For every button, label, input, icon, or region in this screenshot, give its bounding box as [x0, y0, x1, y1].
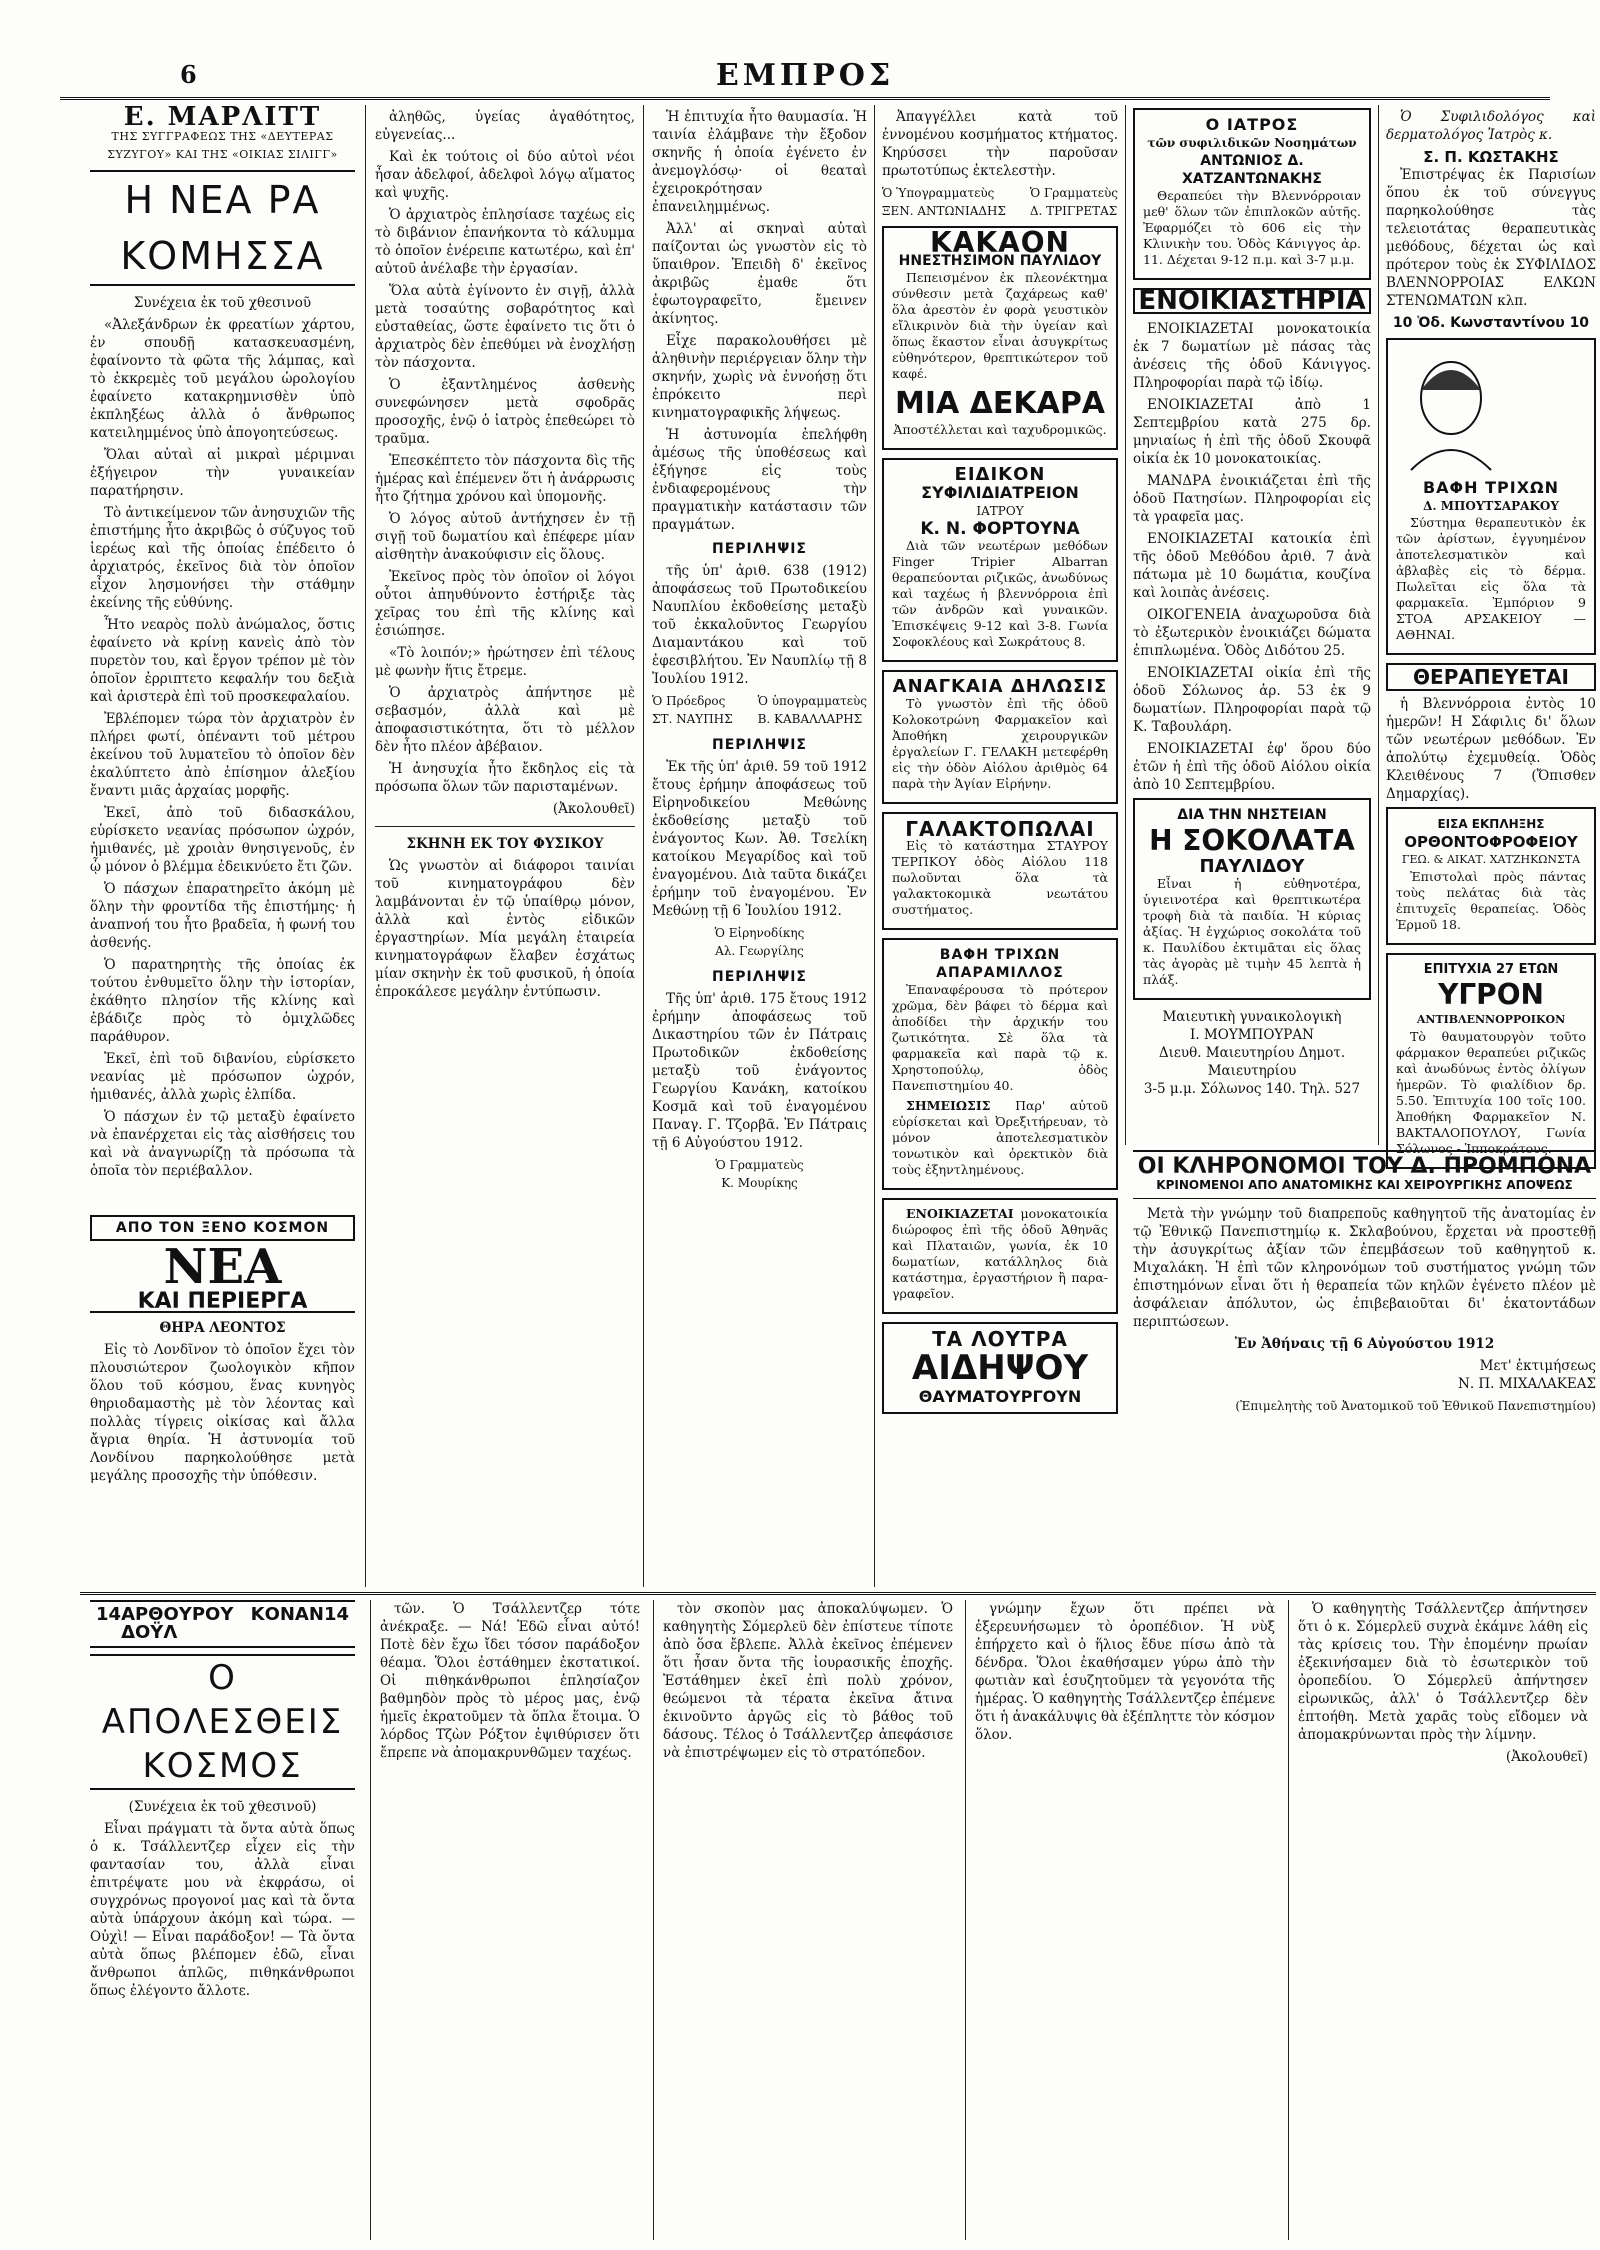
serial-continuation: (Συνέχεια ἐκ τοῦ χθεσινοῦ) [128, 1799, 317, 1815]
separator [375, 826, 635, 827]
chocolate-ad [1133, 798, 1371, 1000]
news-paragraph: Εἶχε παρακολουθήσει μὲ ἀληθινὴν περιέργειαν ὅλην τὴν σκηνήν, χωρὶς νὰ ἐννοήσῃ ὅτι ἐπρόκειτο περὶ κινηματογραφικῆς λήψεως. [652, 333, 868, 421]
notice-signature: Ὁ ὑπογραμματεὺς Β. ΚΑΒΑΛΛΑΡΗΣ [757, 694, 867, 726]
clinic-ad-subtitle: ΣΥΦΙΛΙΔΙΑΤΡΕΙΟΝ [921, 483, 1079, 502]
novel-paragraph: Ἐπεσκέπτετο τὸν πάσχοντα δὶς τῆς ἡμέρας καὶ ἐπέμενεν ὅτι ἡ ἀνάρρωσις ἦτο ζήτημα χρόνου καὶ ὑπομονῆς. [375, 453, 635, 505]
chocolate-ad-name: ΠΑΥΛΙΔΟΥ [1199, 856, 1305, 877]
clinic-ad-head: ΕΙΔΙΚΟΝ [954, 464, 1046, 485]
novel-column [90, 102, 355, 1208]
column-divider [1378, 105, 1379, 1145]
ads-column-1 [882, 108, 1118, 1588]
serial-paragraph: Εἶναι πράγματι τὰ ὄντα αὐτὰ ὅπως ὁ κ. Τσάλλεντζερ εἶχεν εἰς τὴν φαντασίαν του, ἀλλὰ εἶναι ἐπιτρέψατε μου νὰ ἐκφράσω, οἱ συγχρόνως προγονοί μας καὶ τὰ ὄντα αὐτὰ ὑπάρχουν ἀκόμη καὶ τώρα. — Οὐχὶ! — Εἶναι παράδοξον! — Τὰ ὄντα αὐτὰ ὅπως βλέπομεν ἐδῶ, εἶναι ἄνθρωποι ἀπλῶς, πιθηκάνθρωποι ὅπως ἐλέγοντο ἄλλοτε. [90, 1821, 355, 1999]
novel-paragraph: «Τὸ λοιπόν;» ἠρώτησεν ἐπὶ τέλους μὲ φωνὴν ἥτις ἔτρεμε. [375, 645, 635, 679]
serial-header [90, 1600, 355, 2004]
novel-paragraph: Ὅλαι αὐταὶ αἱ μικραὶ μέριμναι ἐξήγειρον τὴν γυναικείαν παρατήρησιν. [90, 447, 355, 499]
cure-ad-title: ΘΕΡΑΠΕΥΕΤΑΙ [1386, 663, 1596, 691]
ads-column-3 [1386, 108, 1596, 1156]
notice-text: Ἐκ τῆς ὑπ' ἀριθ. 59 τοῦ 1912 ἔτους ἐρήμην ἀποφάσεως τοῦ Εἰρηνοδικείου Μεθώνης ἐκδοθείσης μεταξὺ τοῦ ἐνάγοντος Κων. Ἀθ. Τσελίκη κατοίκου Μεγαρίδος καὶ τοῦ ἐναγομένου. Διὰ ταῦτα δικάζει ἐρήμην τοῦ ἐναγομένου. Ἐν Μεθώνῃ τῇ 6 Ἰουλίου 1912. [652, 759, 867, 919]
novel-column-continued [375, 108, 635, 1588]
dairy-ad-title: ΓΑΛΑΚΤΟΠΩΛΑΙ [905, 817, 1095, 841]
hair-dye-ad-title: ΒΑΦΗ ΤΡΙΧΩΝ ΑΠΑΡΑΜΙΛΛΟΣ [936, 947, 1064, 981]
cocoa-ad-price: ΜΙΑ ΔΕΚΑΡΑ [894, 386, 1106, 421]
cocoa-ad-text: Πεπεισμένον ἐκ πλεονέκτημα σύνθεσιν μετὰ ζαχάρεως καθ' ὅλα ἀρεστὸν ἐν φορὰ γευστικὸν εἴλικρινὸν διὰ τὴν ὑγείαν καὶ ὅπως ἕκαστον εἶναι ἀσυγκρίτως εὐθηνότερον, θρεπτικώτερον τοῦ καφέ. [892, 270, 1108, 381]
cocoa-ad-shipping: Ἀποστέλλεται καὶ ταχυδρομικῶς. [893, 422, 1107, 437]
notice-signature: Ὁ Γραμματεὺς Δ. ΤΡΙΓΡΕΤΑΣ [1029, 186, 1118, 218]
foreign-news-column [90, 1215, 355, 1585]
column-divider [1125, 105, 1126, 1145]
wide-notice-signer-role: (Ἐπιμελητὴς τοῦ Ἀνατομικοῦ τοῦ Ἐθνικοῦ Πανεπιστημίου) [1235, 1399, 1596, 1413]
novel-paragraph: Ὁ πάσχων ἐπαρατηρεῖτο ἀκόμη μὲ ὅλην τὴν φροντίδα τῆς ἐπιστήμης· ἡ ἀναπνοή του ἦτο βραδεῖα, ἡ φωνή του ἀσθενής. [90, 881, 355, 951]
wide-notice-title: ΟΙ ΚΛΗΡΟΝΟΜΟΙ ΤΟΥ Δ. ΠΡΟΜΠΟΝΑ [1137, 1154, 1592, 1179]
column-divider [370, 1600, 371, 2240]
serial-number: 14 [323, 1604, 349, 1625]
cocoa-ad [882, 226, 1118, 450]
specialist-address: 10 Ὁδ. Κωνσταντίνου 10 [1392, 315, 1590, 331]
serial-column [663, 1600, 953, 1766]
news-paragraph: Ἡ ἐπιτυχία ἦτο θαυμασία. Ἡ ταινία ἐλάμβανε τὴν ἔξοδον σκηνῆς ἡ ὁποία ἐγένετο ἐν ἀνεμογλόσῳ· οἱ θεαταὶ ἐχειροκρότησαν ἐπανειλημμένως. [652, 109, 867, 215]
rental-listing: ΟΙΚΟΓΕΝΕΙΑ ἀναχωροῦσα διὰ τὸ ἐξωτερικὸν ἐνοικιάζει δώματα ἐπιπλωμένα. Ὁδὸς Διδότου 25. [1133, 607, 1371, 659]
doctor-ad [1133, 108, 1371, 280]
novel-paragraph: Ὁ ἀρχιατρὸς ἀπήντησε μὲ σεβασμόν, ἀλλὰ καὶ μὲ ἀποφασιστικότητα, ὅτι τὸ μέλλον δὲν ἦτο πλέον ἀβέβαιον. [375, 685, 635, 755]
dental-ad-title: ΟΡΘΟΝΤΟΦΡΟΦΕΙΟΥ [1404, 833, 1578, 851]
dairy-ad [882, 812, 1118, 930]
baths-ad-name: ΑΙΔΗΨΟΥ [911, 1348, 1089, 1388]
serial-column [1298, 1600, 1588, 1770]
column-divider [365, 105, 366, 1587]
cocoa-ad-subtitle: ΗΝΕΣΤΗΣΙΜΟΝ ΠΑΥΛΙΔΟΥ [898, 253, 1102, 269]
liquid-remedy-ad-title: ΥΓΡΟΝ [1438, 978, 1544, 1011]
novel-paragraph: Τὸ ἀντικείμενον τῶν ἀνησυχιῶν τῆς ἐπιστήμης ἦτο ἀκριβῶς ὁ σύζυγος τοῦ ἱερέως καὶ τῆς ὁποίας ἐπέδειτο ὁ ἀρχιατρός, ἐκεῖνος διὰ τὸν ὁποῖον εἶχον λησμονήσει τὴν στάθμην ἐκείνης τῆς εὐθύνης. [90, 505, 355, 611]
notice-signatures [652, 692, 867, 728]
foreign-news-text: Εἰς τὸ Λονδῖνον τὸ ὁποῖον ἔχει τὸν πλουσιώτερον ζωολογικὸν κῆπον ὅλου τοῦ κόσμου, ἕνας κυνηγὸς θηριοδαμαστὴς μὲ τὸν λέοντας καὶ πολλὰς τίγρεις οἰκίσας καὶ ἄλλα ἄγρια θηρία. Ἡ ἀστυνομία τοῦ Λονδίνου παρηκολούθησε μετὰ μεγάλης προσοχῆς τὴν ὑπόθεσιν. [90, 1342, 355, 1484]
novel-paragraph: Καὶ ἐκ τούτοις οἱ δύο αὐτοὶ νέοι ἦσαν ἀδελφοί, ἀδελφοὶ λόγῳ αἵματος καὶ ψυχῆς. [375, 149, 635, 201]
chocolate-ad-head: ΔΙΑ ΤΗΝ ΝΗΣΤΕΙΑΝ [1177, 807, 1327, 823]
pharmacy-ad-title: ΑΝΑΓΚΑΙΑ ΔΗΛΩΣΙΣ [892, 676, 1108, 697]
chocolate-ad-title: Η ΣΟΚΟΛΑΤΑ [1149, 824, 1355, 857]
novel-paragraph: Ὁ παρατηρητὴς τῆς ὁποίας ἐκ τούτου ἐνθυμεῖτο ὅλην τὴν ἱστορίαν, ἐκάθητο πλησίον τῆς κλίνης καὶ ἐβάδιζε πρὸς τὸ ὁμιχλῶδες παράθυρον. [90, 957, 355, 1045]
notice-signature: Ὁ Πρόεδρος ΣΤ. ΝΑΥΠΗΣ [652, 694, 733, 726]
column-divider [874, 105, 875, 1587]
pharmacy-ad-text: Τὸ γνωστὸν ἐπὶ τῆς ὁδοῦ Κολοκοτρώνη Φαρμακεῖον καὶ Ἀποθήκη χειρουργικῶν ἐργαλείων Γ. ΓΕΛΑΚΗ μετεφέρθη εἰς τὴν ὁδὸν Αἰόλου ἀριθμὸς 64 παρὰ τὴν Ἁγίαν Εἰρήνην. [892, 696, 1108, 791]
dairy-ad-text: Εἰς τὸ κατάστημα ΣΤΑΥΡΟΥ ΤΕΡΠΚΟΥ ὁδὸς Αἰόλου 118 πωλοῦνται ὅλα τὰ γαλακτοκομικὰ νεωτάτου συστήματος. [892, 838, 1108, 917]
pharmacy-ad [882, 670, 1118, 804]
dental-ad-text: Ἐπιστολαὶ πρὸς πάντας τοὺς πελάτας διὰ τὰς ἐπιτυχεῖς θεραπείας. Ὁδὸς Ἑρμοῦ 18. [1396, 869, 1586, 932]
novel-paragraph: Ὅλα αὐτὰ ἐγίνοντο ἐν σιγῇ, ἀλλὰ μετὰ τοσαύτης σοβαρότητος καὶ εὐσταθείας, ὥστε ἐφαίνετο τις ὅτι ὁ ἀρχιατρὸς δὲν ἐπεθύμει νὰ ἐνοχλήσῃ τὸν πάσχοντα. [375, 283, 635, 371]
notice-heading: ΠΕΡΙΛΗΨΙΣ [712, 541, 807, 557]
novel-paragraph: ἀληθῶς, ὑγείας ἀγαθότητος, εὐγενείας... [375, 109, 635, 143]
serial-paragraph: τὸν σκοπὸν μας ἀποκαλύψωμεν. Ὁ καθηγητὴς Σόμερλεϋ δὲν ἐπίστευε τίποτε ἀπὸ ὅσα ἔβλεπε. Ἀλλὰ ἐκεῖνος ἐπέμενεν ὅτι ἦσαν ὄντα τῆς ἰουρασικῆς ἐποχῆς. Ἐστάθημεν ἐκεῖ ἐπὶ πολὺ χρόνον, θεώμενοι τὰ τέρατα ἐκεῖνα ἄτινα ἐκινοῦντο ἀργῶς εἰς τὸ βάθος τοῦ δάσους. Τέλος ὁ Τσάλλεντζερ ἀπεφάσισε νὰ ἐπιστρέψωμεν εἰς τὸ στρατόπεδον. [663, 1601, 953, 1761]
hair-dye-ad-2-text: Σύστημα θεραπευτικὸν ἐκ τῶν ἀρίστων, ἐγγυημένον ἀποτελεσματικὸν καὶ ἀβλαβὲς εἰς τὸ δέρμα. Πωλεῖται εἰς ὅλα τὰ φαρμακεῖα. Ἐμπόριον 9 ΣΤΟΑ ΑΡΣΑΚΕΙΟΥ — ΑΘΗΝΑΙ. [1396, 515, 1586, 642]
doctor-ad-text: Θεραπεύει τὴν Βλεννόρροιαν μεθ' ὅλων τῶν ἐπιπλοκῶν αὐτῆς. Ἐφαρμόζει τὸ 606 εἰς τὴν Κλινικὴν του. Ὁδὸς Κάνιγγος ἀρ. 11. Δέχεται 9-12 π.μ. καὶ 3-7 μ.μ. [1143, 188, 1361, 267]
notice-text: Τῆς ὑπ' ἀριθ. 175 ἔτους 1912 ἐρήμην ἀποφάσεως τοῦ Δικαστηρίου τῶν ἐν Πάτραις Πρωτοδικῶν ἐκδοθείσης μεταξὺ τοῦ ἐνάγοντος Γεωργίου Κανάκη, κατοίκου Κοσμᾶ καὶ τοῦ ἐναγομένου Παναγ. Γ. Τζορβᾶ. Ἐν Πάτραις τῇ 6 Αὐγούστου 1912. [652, 991, 867, 1151]
serial-continues: (Ἀκολουθεῖ) [1505, 1749, 1588, 1765]
novel-paragraph: Ὁ λόγος αὐτοῦ ἀντήχησεν ἐν τῇ σιγῇ τοῦ δωματίου καὶ ἐπέφερε μίαν αἰσθητὴν ἀνακούφισιν εἰς ὅλους. [375, 511, 635, 563]
novel-author-subtitle: ΤΗΣ ΣΥΓΓΡΑΦΕΩΣ ΤΗΣ «ΔΕΥΤΕΡΑΣ ΣΥΖΥΓΟΥ» ΚΑΙ ΤΗΣ «ΟΙΚΙΑΣ ΣΙΛΙΓΓ» [107, 130, 338, 161]
wide-notice-text: Μετὰ τὴν γνώμην τοῦ διαπρεποῦς καθηγητοῦ τῆς ἀνατομίας ἐν τῷ Ἐθνικῷ Πανεπιστημίῳ κ. Σκλαβούνου, ἔρχεται νὰ προστεθῇ τὴν ἀσυγκρίτως ἀξίαν τῶν ἐπεμβάσεων τοῦ καθηγητοῦ κ. Μιχαλάκη. Ἡ ἐπὶ τῶν κληρονόμων τοῦ συστήματος γνώμη τῶν ἐπιστημόνων εἶναι ὅτι ἡ θεραπεία τῶν κηλῶν ἐγένετο πλέον μὲ ἀσφάλειαν ἀπόλυτον, ὡς ἐπιβεβαιοῦται δι' ἑκατοντάδων περιπτώσεων. [1133, 1206, 1596, 1330]
hair-dye-ad-text: Ἐπαναφέρουσα τὸ πρότερον χρῶμα, δὲν βάφει τὸ δέρμα καὶ ἀποδίδει τὴν ἀρχικήν του ζωτικότητα. Σὲ ὅλα τὰ φαρμακεῖα καὶ παρὰ τῷ κ. Χρηστοπούλῳ, ὁδὸς Πανεπιστημίου 40. [892, 982, 1108, 1093]
clinic-ad-role: ΙΑΤΡΟΥ [976, 504, 1024, 518]
hair-dye-ad-2-title: ΒΑΦΗ ΤΡΙΧΩΝ [1422, 478, 1560, 497]
dental-ad [1386, 807, 1596, 945]
novel-paragraph: Ἦτο νεαρὸς πολὺ ἀνώμαλος, ὅστις ἐφαίνετο νὰ κρίνῃ κανεὶς ἀπὸ τὸν πυρετὸν του, καὶ ἔργον τρέπον μὲ τὸν ὁποῖον ἐρριπτετο κεφαλήν του δεξιὰ καὶ ἀριστερὰ ἐπὶ τοῦ προσκεφαλαίου. [90, 617, 355, 705]
novel-continues: (Ἀκολουθεῖ) [552, 801, 635, 817]
rental-listing: ΕΝΟΙΚΙΑΖΕΤΑΙ μονοκατοικία ἐκ 7 δωματίων μὲ πάσας τὰς ἀνέσεις τῆς ὁδοῦ Κάνιγγος. Πληροφορίαι παρὰ τῷ ἰδίῳ. [1133, 321, 1371, 391]
paper-name: ΕΜΠΡΟΣ [715, 58, 895, 93]
notice-signature: Ὁ Ὑπογραμματεὺς ΞΕΝ. ΑΝΤΩΝΙΑΔΗΣ [882, 186, 1006, 218]
rental-listing: ΕΝΟΙΚΙΑΖΕΤΑΙ οἰκία ἐπὶ τῆς ὁδοῦ Σόλωνος ἀρ. 53 ἐκ 9 δωματίων. Πληροφορίαι παρὰ τῷ Κ. Ταβουλάρη. [1133, 665, 1371, 735]
wide-notice-subtitle: ΚΡΙΝΟΜΕΝΟΙ ΑΠΟ ΑΝΑΤΟΜΙΚΗΣ ΚΑΙ ΧΕΙΡΟΥΡΓΙΚΗΣ ΑΠΟΨΕΩΣ [1133, 1176, 1596, 1199]
rentals-section-title: ΕΝΟΙΚΙΑΣΤΗΡΙΑ [1133, 288, 1371, 314]
novel-paragraph: Ἐβλέπομεν τώρα τὸν ἀρχιατρὸν ἐν πλήρει φωτί, ὀπέναντι τοῦ μέτρου ἐκείνου τοῦ λυματεῖου τὸ ὁποῖον δὲν ἐκαλύπτετο ἀπὸ ἐπίσημον ἀλεξίου ἔναντι μιᾶς ἀρχαίας μορφῆς. [90, 711, 355, 799]
wide-notice-signer: Μετ' ἐκτιμήσεως Ν. Π. ΜΙΧΑΛΑΚΕΑΣ [1458, 1358, 1596, 1392]
clinic-ad [882, 458, 1118, 662]
notice-heading: ΠΕΡΙΛΗΨΙΣ [712, 969, 807, 985]
column-divider [653, 1600, 654, 2240]
novel-paragraph: Ἐκεῖνος πρὸς τὸν ὁποῖον οἱ λόγοι οὗτοι ἀπηυθύνοντο ἐστήριξε τὰς χεῖρας του ἐπὶ τῆς κλίνης καὶ ἐσιώπησε. [375, 569, 635, 639]
foreign-news-subtitle: ΚΑΙ ΠΕΡΙΕΡΓΑ [90, 1293, 355, 1313]
notice-signature: Ὁ Γραμματεὺς Κ. Μουρίκης [715, 1158, 804, 1190]
serial-section [90, 1600, 1590, 2240]
serial-title: Ο ΑΠΟΛΕΣΘΕΙΣ ΚΟΣΜΟΣ [90, 1654, 355, 1790]
cocoa-ad-title: ΚΑΚΑΟΝ [930, 226, 1070, 259]
doctor-ad-head: Ο ΙΑΤΡΟΣ [1205, 115, 1299, 134]
rental-ad [882, 1198, 1118, 1314]
rental-listing: ΕΝΟΙΚΙΑΖΕΤΑΙ ἐφ' ὅρου δύο ἐτῶν ἡ ἐπὶ τῆς ὁδοῦ Αἰόλου οἰκία ἀπὸ 10 Σεπτεμβρίου. [1133, 741, 1371, 793]
lower-section-rule [80, 1592, 1596, 1595]
novel-paragraph: Ἡ ἀνησυχία ἦτο ἔκδηλος εἰς τὰ πρόσωπα ὅλων τῶν παρισταμένων. [375, 761, 635, 795]
column-divider [965, 1600, 966, 2240]
serial-paragraph: τῶν. Ὁ Τσάλλεντζερ τότε ἀνέκραξε. — Νά! Ἐδῶ εἶναι αὐτό! Ποτὲ δὲν ἔχω ἴδει τόσον παράδοξον θέαμα. Ὅλοι ἐστάθημεν ἐκστατικοί. Οἱ πιθηκάνθρωποι ἐπλησίαζον βαθμηδὸν πρὸς τὸ μέρος μας, ἐνῷ ἡμεῖς ἐκρατοῦμεν τὰ ὅπλα ἕτοιμα. Ὁ λόρδος Τζὼν Ρόξτον ἐψιθύρισεν ὅτι ἔπρεπε νὰ ἀπομακρυνθῶμεν ταχέως. [380, 1601, 640, 1761]
rental-ad-head: ΕΝΟΙΚΙΑΖΕΤΑΙ [906, 1206, 1014, 1221]
liquid-remedy-ad-text: Τὸ θαυματουργὸν τοῦτο φάρμακον θεραπεύει ριζικῶς καὶ ἀνωδύνως ἐντὸς ὀλίγων ἡμερῶν. Τὸ φιαλίδιον δρ. 5.50. Ἐπιτυχία 100 τοῖς 100. Ἀποθήκη Φαρμακεῖον Ν. ΒΑΚΤΑΛΟΠΟΥΛΟΥ, Γωνία Σόλωνος - Ἱπποκράτους. [1396, 1029, 1586, 1156]
serial-number: 14 [96, 1604, 122, 1625]
hair-dye-ad-2-name: Δ. ΜΠΟΥΤΣΑΡΑΚΟΥ [1423, 499, 1559, 513]
masthead [60, 50, 1550, 100]
notice-heading: ΠΕΡΙΛΗΨΙΣ [712, 737, 807, 753]
baths-ad-subtitle: ΘΑΥΜΑΤΟΥΡΓΟΥΝ [918, 1387, 1082, 1406]
doctor-ad-name: ΑΝΤΩΝΙΟΣ Δ. ΧΑΤΖΑΝΤΩΝΑΚΗΣ [1181, 153, 1322, 187]
dental-ad-subtitle: ΓΕΩ. & ΑΙΚΑΤ. ΧΑΤΖΗΚΩΝΣΤΑ [1401, 853, 1581, 866]
serial-column [380, 1600, 640, 1766]
notices-column [652, 108, 867, 1588]
foreign-news-lead: ΘΗΡΑ ΛΕΟΝΤΟΣ [159, 1320, 286, 1336]
novel-paragraph: Ἐκεῖ, ἀπὸ τοῦ διδασκάλου, εὑρίσκετο νεανίας πρόσωπον ὠχρόν, ἡμιθανές, μὲ χροιὰν θνησιγενοῦς, ἐν ᾧ μόνον ὁ βλέμμα ἐδεικνύετο ἔτι ζῶν. [90, 805, 355, 875]
specialist-intro: Ὁ Συφιλιδολόγος καὶ δερματολόγος Ἰατρὸς κ. [1386, 109, 1596, 143]
hair-dye-ad-note-text: Παρ' αὐτοῦ εὑρίσκεται καὶ Ὀρεξιτήρευαν, τὸ μόνον ἀποτελεσματικὸν τονωτικὸν καὶ ὀρεκτικὸν διὰ τοὺς ἐξηντλημένους. [892, 1098, 1108, 1177]
novel-paragraph: Ἐκεῖ, ἐπὶ τοῦ διβανίου, εὑρίσκετο νεανίας μὲ πρόσωπον ὠχρόν, ἡμιθανές, ἀλλὰ χωρὶς ἐλπίδα. [90, 1051, 355, 1103]
wide-notice [1133, 1150, 1596, 1587]
baths-ad-title: ΤΑ ΛΟΥΤΡΑ [932, 1327, 1068, 1351]
notice-text: Ἀπαγγέλλει κατὰ τοῦ ἐννομένου κοσμήματος κτήματος. Κηρύσσει τὴν παροῦσαν πρωτοτύπως ἐκτελεστὴν. [882, 109, 1118, 179]
notice-text: τῆς ὑπ' ἀριθ. 638 (1912) ἀποφάσεως τοῦ Πρωτοδικείου Ναυπλίου ἐκδοθείσης μεταξὺ τοῦ ἐκκαλοῦντος Γεωργίου Διαμαντάκου καὶ τοῦ ἐφεσιβλήτου. Ἐν Ναυπλίῳ τῇ 8 Ἰουλίου 1912. [652, 563, 867, 687]
novel-paragraph: Ὁ πάσχων ἐν τῷ μεταξὺ ἐφαίνετο νὰ ἐπανέρχεται εἰς τὰς αἰσθήσεις του καὶ νὰ ἀναγνωρίζῃ τὰ πρόσωπα τὰ ὁποῖα τὸν περιέβαλλον. [90, 1109, 355, 1179]
rental-listing: ΕΝΟΙΚΙΑΖΕΤΑΙ ἀπὸ 1 Σεπτεμβρίου κατὰ 275 δρ. μηνιαίως ἡ ἐπὶ τῆς ὁδοῦ Σκουφᾶ οἰκία ἐκ 10 μονοκατοικίας. [1133, 397, 1371, 467]
novel-paragraph: Ὁ ἀρχιατρὸς ἐπλησίασε ταχέως εἰς τὸ διβάνιον ἐπανήκοντα τὸ κάλυμμα τὸ ὁποῖον ἐνέρειπε κατωτέρω, καὶ ἐπ' αὐτοῦ ἀνέλαβε τὴν ἐργασίαν. [375, 207, 635, 277]
clinic-ad-text: Διὰ τῶν νεωτέρων μεθόδων Finger Tripier Albarran θεραπεύονται ριζικῶς, ἀνωδύνως καὶ ταχέως ἡ βλεννόρροια ἐπὶ τῶν ἀνδρῶν καὶ γυναικῶν. Ἐπισκέψεις 9-12 καὶ 3-8. Γωνία Σοφοκλέους καὶ Σωκράτους 8. [892, 538, 1108, 649]
novel-paragraph: Ὁ ἐξαντλημένος ἀσθενὴς συνεφώνησεν μετὰ σφοδρᾶς προσοχῆς, ἐνῷ ὁ ἰατρὸς ἐπεθεώρει τὸ τραῦμα. [375, 377, 635, 447]
hair-dye-ad-note [892, 1098, 1108, 1178]
novel-paragraph: «Ἀλεξάνδρων ἐκ φρεατίων χάρτου, ἐν σπουδῇ κατασκευασμένη, ἐφαίνοντο τὰ φῶτα τῆς λάμπας, καὶ τὸ ἐκκρεμὲς τοῦ μεγάλου ὡρολογίου ἐφαίνετο κατακρημνισθὲν ὑπὸ ἐκπληξέως ἀλλὰ ὁ ἄνθρωπος κατειλημμένος ὑπὸ ἀπογοητεύσεως. [90, 317, 355, 441]
baths-ad [882, 1322, 1118, 1414]
novel-continuation: Συνέχεια ἐκ τοῦ χθεσινοῦ [133, 295, 312, 311]
page-number: 6 [180, 60, 197, 89]
serial-paragraph: Ὁ καθηγητὴς Τσάλλεντζερ ἀπήντησεν ὅτι ὁ κ. Σόμερλεϋ συχνὰ ἐκάμνε λάθη εἰς τὰς κρίσεις του. Τὴν ἑπομένην πρωίαν ἐξεκινήσαμεν διὰ τὸ ἐσωτερικὸν τοῦ ὀροπεδίου. Ὁ Σόμερλεϋ ἀπήντησεν εἰρωνικῶς, ἀλλ' ὁ Τσάλλεντζερ δὲν ἐπτοήθη. Μετὰ χαρᾶς τοὺς εἴδομεν νὰ ἀπομακρύνωνται πρὸς τὴν λίμνην. [1298, 1601, 1588, 1743]
serial-header-bar [90, 1600, 355, 1648]
ads-column-2 [1133, 108, 1371, 1143]
wide-notice-date: Ἐν Ἀθήναις τῇ 6 Αὐγούστου 1912 [1234, 1336, 1495, 1352]
science-item-lead: ΣΚΗΝΗ ΕΚ ΤΟΥ ΦΥΣΙΚΟΥ [406, 836, 604, 852]
rental-listing: ΕΝΟΙΚΙΑΖΕΤΑΙ κατοικία ἐπὶ τῆς ὁδοῦ Μεθόδου ἀριθ. 7 ἀνὰ πάτωμα μὲ 10 δωμάτια, κουζίνα καὶ λοιπὰς ἀνέσεις. [1133, 531, 1371, 601]
rental-listing: ΜΑΝΔΡΑ ἐνοικιάζεται ἐπὶ τῆς ὁδοῦ Πατησίων. Πληροφορίαι εἰς τὰ γραφεῖα μας. [1133, 473, 1371, 525]
foreign-news-head: ΑΠΟ ΤΟΝ ΞΕΝΟ ΚΟΣΜΟΝ [90, 1215, 355, 1241]
serial-column [975, 1600, 1275, 1748]
liquid-remedy-ad-head: ΕΠΙΤΥΧΙΑ 27 ΕΤΩΝ [1423, 962, 1559, 977]
novel-title: Η ΝΕΑ ΡΑ ΚΟΜΗΣΣΑ [90, 170, 355, 286]
portrait-illustration [1396, 350, 1506, 470]
foreign-news-title: ΝΕΑ [163, 1239, 282, 1295]
midwife-ad: Μαιευτικὴ γυναικολογικὴ Ι. ΜΟΥΜΠΟΥΡΑΝ Διευθ. Μαιευτηρίου Δημοτ. Μαιευτηρίου 3-5 μ.μ. Σόλωνος 140. Τηλ. 527 [1143, 1009, 1361, 1097]
serial-author: ΑΡΘΟΥΡΟΥ ΚΟΝΑΝ ΔΟΫΛ [121, 1604, 324, 1643]
liquid-remedy-ad [1386, 953, 1596, 1169]
news-paragraph: Ἀλλ' αἱ σκηναὶ αὐταὶ παίζονται ὡς γνωστὸν εἰς τὸ ὕπαιθρον. Ἐπειδὴ δ' ἐκεῖνος ἀκριβῶς ἐμαθε ὅτι ἐφωτογραφεῖτο, ἔμεινεν ἀκίνητος. [652, 221, 867, 327]
specialist-text: Ἐπιστρέψας ἐκ Παρισίων ὅπου ἐκ τοῦ σύνεγγυς παρηκολούθησε τὰς τελειοτάτας θεραπευτικὰς μεθόδους, δέχεται ὡς καὶ πρότερον τοὺς ἐκ ΣΥΦΙΛΙΔΟΣ ΒΛΕΝΝΟΡΡΟΙΑΣ ΕΛΚΩΝ ΣΤΕΝΩΜΑΤΩΝ κλπ. [1386, 167, 1596, 309]
column-divider [643, 105, 644, 1587]
doctor-ad-subtitle: τῶν συφιλιδικῶν Νοσημάτων [1147, 136, 1357, 150]
news-paragraph: Ἡ ἀστυνομία ἐπελήφθη ἀμέσως τῆς ὑποθέσεως καὶ ἐξήγησε εἰς τοὺς ἐνδιαφερομένους τὴν πραγματικὴν κατάστασιν τῶν πραγμάτων. [652, 427, 867, 533]
hair-dye-ad-2 [1386, 338, 1596, 655]
serial-paragraph: γνώμην ἔχων ὅτι πρέπει νὰ ἐξερευνήσωμεν τὸ ὀροπέδιον. Ἡ νὺξ ἐπήρχετο καὶ ὁ ἥλιος ἔδυε πίσω ἀπὸ τὰ δένδρα. Ὅλοι ἐκαθήσαμεν γύρω ἀπὸ τὴν φωτιὰν καὶ ἐσυζητοῦμεν τὰ γεγονότα τῆς ἡμέρας. Ὁ καθηγητὴς Τσάλλεντζερ ἐπέμενε ὅτι ἡ ἀνακάλυψις θὰ ἐξέπληττε τὸν κόσμον ὅλον. [975, 1601, 1275, 1743]
science-item-text: Ὡς γνωστὸν αἱ διάφοροι ταινίαι τοῦ κινηματογράφου δὲν λαμβάνονται ἐν τῷ ὑπαίθρῳ μόνον, ἀλλὰ καὶ ἐντὸς εἰδικῶν ἐργαστηρίων. Μία μεγάλη ἑταιρεία κινηματογράφων ἔλαβεν ἐσχάτως μίαν σκηνὴν ἐκ τοῦ φυσικοῦ, ἡ ὁποία ἐπροκάλεσε μεγάλην ἐντύπωσιν. [375, 858, 635, 1000]
masthead-rule [60, 97, 1550, 100]
clinic-ad-doctor: Κ. Ν. ΦΟΡΤΟΥΝΑ [920, 519, 1080, 539]
notice-signatures [882, 184, 1118, 220]
cure-ad-text: ἡ Βλεννόρροια ἐντὸς 10 ἡμερῶν! Η Σάφιλις δι' ὅλων τῶν νεωτέρων μεθόδων. Ἐν ἀπολύτῳ ἐχεμυθείᾳ. Ὁδὸς Κλειθένους 7 (Ὄπισθεν Δημαρχίας). [1386, 696, 1596, 802]
specialist-name: Σ. Π. ΚΩΣΤΑΚΗΣ [1423, 148, 1559, 166]
hair-dye-ad-note-head: ΣΗΜΕΙΩΣΙΣ [906, 1098, 991, 1113]
novel-author: Ε. ΜΑΡΛΙΤΤ [123, 102, 322, 132]
rental-ad-text: μονοκατοικία διώροφος ἐπὶ τῆς ὁδοῦ Ἀθηνᾶς καὶ Πλαταιῶν, γωνία, ἐκ 10 δωματίων, κατάλληλος διὰ κατάστημα, ἐργαστήριον ἢ παρα-γραφεῖον. [892, 1206, 1108, 1301]
chocolate-ad-text: Εἶναι ἡ εὐθηνοτέρα, ὑγιεινοτέρα καὶ θρεπτικωτέρα τροφὴ διὰ τὰ παιδία. Ἡ κύριας ἀξίας. Ἡ ἐγχώριος σοκολάτα τοῦ κ. Παυλίδου ἐκτιμᾶται εἰς ὅλας τὰς ἀγορὰς μὲ τιμὴν 45 λεπτὰ ἡ πλάξ. [1143, 876, 1361, 987]
dental-ad-head: ΕΙΣΑ ΕΚΠΛΗΞΗΣ [1437, 817, 1545, 831]
column-divider [1288, 1600, 1289, 2240]
notice-signature: Ὁ Εἰρηνοδίκης Αλ. Γεωργίλης [714, 926, 805, 958]
hair-dye-ad [882, 938, 1118, 1190]
liquid-remedy-ad-subtitle: ΑΝΤΙΒΛΕΝΝΟΡΡΟΙΚΟΝ [1416, 1013, 1566, 1026]
